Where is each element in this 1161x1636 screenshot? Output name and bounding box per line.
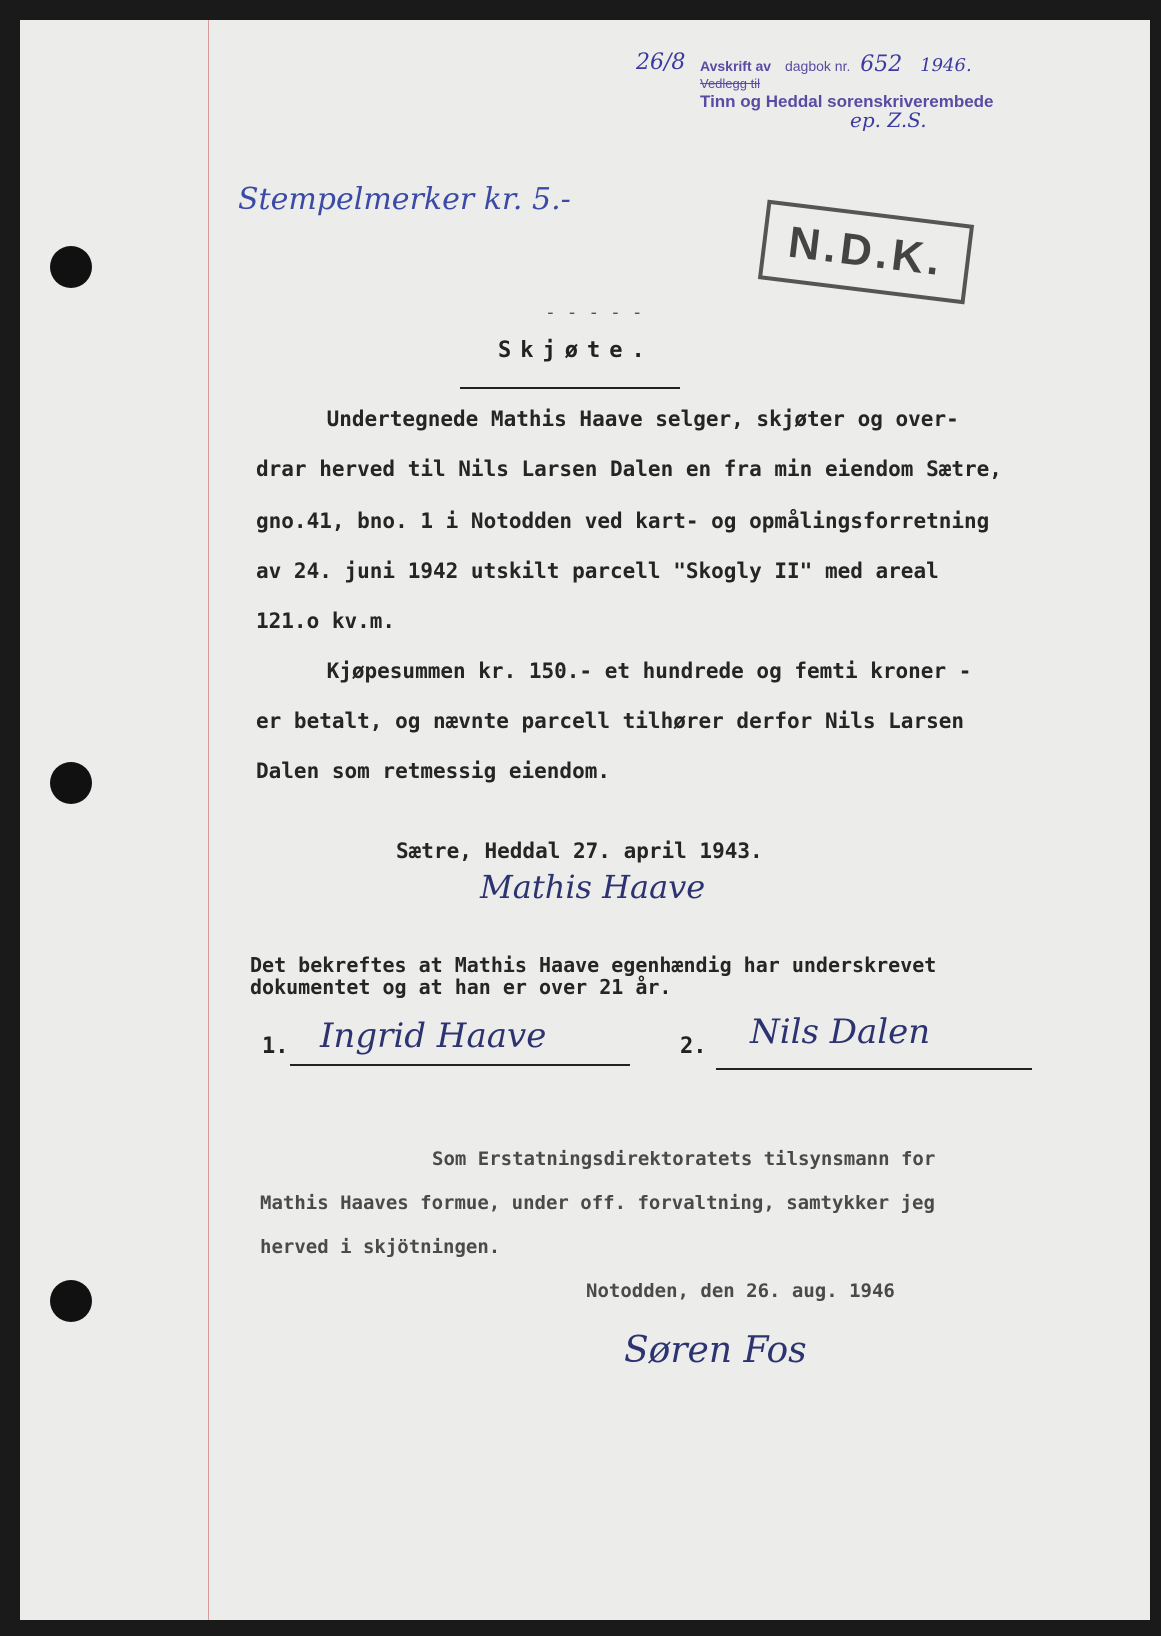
witness2-signature-line <box>716 1068 1032 1070</box>
registry-line1-middle: dagbok nr. <box>784 58 851 74</box>
consent-line: Mathis Haaves formue, under off. forvaltning, samtykker jeg <box>260 1192 935 1214</box>
punch-hole <box>50 1280 92 1322</box>
place-date: Sætre, Heddal 27. april 1943. <box>396 839 763 863</box>
deed-paragraph-line: av 24. juni 1942 utskilt parcell "Skogly II" med areal <box>256 559 939 583</box>
witness-statement-line: dokumentet og at han er over 21 år. <box>250 975 672 999</box>
deed-paragraph-line: er betalt, og nævnte parcell tilhører derfor Nils Larsen <box>256 709 965 733</box>
witness1-signature: Ingrid Haave <box>320 1016 547 1056</box>
document-page <box>20 20 1150 1620</box>
deed-paragraph-line: drar herved til Nils Larsen Dalen en fra min eiendom Sætre, <box>256 457 1002 481</box>
margin-line <box>208 20 209 1620</box>
official-signature: Søren Fos <box>624 1330 807 1371</box>
deed-paragraph-line: Kjøpesummen kr. 150.- et hundrede og femti kroner - <box>276 659 972 683</box>
registry-date: 26/8 <box>636 50 686 75</box>
registry-year: 1946. <box>920 55 972 76</box>
registry-stamp <box>636 50 994 132</box>
witness-statement-line: Det bekreftes at Mathis Haave egenhændig har underskrevet <box>250 953 937 977</box>
witness-statement <box>250 954 936 998</box>
seller-signature: Mathis Haave <box>480 868 706 906</box>
registry-journal-number: 652 <box>860 52 903 77</box>
dash-mark: - - - - - <box>545 302 643 323</box>
witness2-signature: Nils Dalen <box>750 1012 931 1052</box>
consent-line: Som Erstatningsdirektoratets tilsynsmann for <box>432 1148 936 1170</box>
registry-line3: Tinn og Heddal sorenskriverembede <box>700 92 994 111</box>
deed-paragraph-line: gno.41, bno. 1 i Notodden ved kart- og opmålingsforretning <box>256 509 990 533</box>
registry-line2: Vedlegg til <box>700 76 760 91</box>
registry-initials: ep. Z.S. <box>850 108 927 132</box>
punch-hole <box>50 246 92 288</box>
ndk-stamp: N.D.K. <box>758 200 974 305</box>
stamp-fee-note: Stempelmerker kr. 5.- <box>238 182 571 217</box>
document-title: Skjøte. <box>498 338 654 363</box>
registry-line1-prefix: Avskrift av <box>700 58 772 74</box>
witness1-signature-line <box>290 1064 630 1066</box>
consent-place-date: Notodden, den 26. aug. 1946 <box>586 1280 895 1302</box>
deed-paragraph-line: 121.o kv.m. <box>256 609 396 633</box>
witness1-number: 1. <box>262 1034 289 1059</box>
witness2-number: 2. <box>680 1034 707 1059</box>
deed-paragraph-line: Dalen som retmessig eiendom. <box>256 759 611 783</box>
deed-paragraph-line: Undertegnede Mathis Haave selger, skjøter og over- <box>276 407 959 431</box>
title-underline <box>460 387 680 389</box>
consent-line: herved i skjötningen. <box>260 1236 501 1258</box>
punch-hole <box>50 762 92 804</box>
